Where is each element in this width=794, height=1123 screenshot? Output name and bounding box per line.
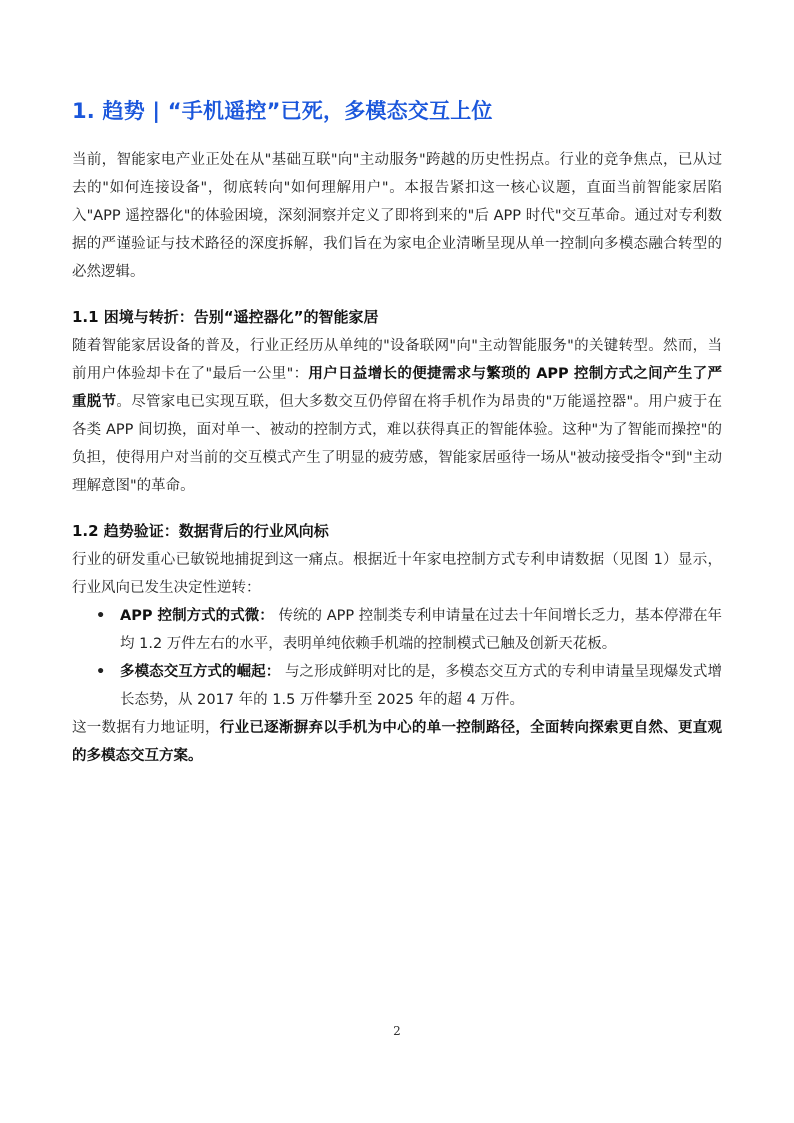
section-1-paragraph — [72, 332, 722, 500]
bullet-icon: • — [96, 664, 106, 680]
list-item-label: APP 控制方式的式微： — [120, 608, 274, 624]
section-1-text-2: 。尽管家电已实现互联，但大多数交互仍停留在将手机作为昂贵的"万能遥控器"。用户疲于在各类 APP 间切换，面对单一、被动的控制方式，难以获得真正的智能体验。这种"为了智能而操控"的负担，使得用户对当前的交互模式产生了明显的疲劳感，智能家居亟待一场从"被动接受指令"到"主动理解意图"的革命。 — [72, 394, 723, 494]
list-item — [72, 658, 722, 714]
section-2-title: 1.2 趋势验证：数据背后的行业风向标 — [72, 522, 329, 540]
page-number: 2 — [393, 1024, 401, 1038]
main-heading: 1. 趋势 | “手机遥控”已死，多模态交互上位 — [72, 99, 493, 123]
list-item-label: 多模态交互方式的崛起： — [120, 664, 281, 680]
conclusion-paragraph — [72, 714, 722, 770]
section-2-intro: 行业的研发重心已敏锐地捕捉到这一痛点。根据近十年家电控制方式专利申请数据（见图 1）显示，行业风向已发生决定性逆转： — [72, 552, 722, 596]
trend-bullet-list — [72, 602, 722, 714]
list-item — [72, 602, 722, 658]
section-1-emphasis: 用户日益增长的便捷需求与繁琐的 APP 控制方式之间产生了严重脱节 — [72, 366, 722, 410]
section-1-title: 1.1 困境与转折：告别“遥控器化”的智能家居 — [72, 308, 379, 326]
conclusion-emphasis: 行业已逐渐摒弃以手机为中心的单一控制路径，全面转向探索更自然、更直观的多模态交互方案。 — [72, 720, 723, 764]
list-item-text: 与之形成鲜明对比的是，多模态交互方式的专利申请量呈现爆发式增长态势，从 2017 年的 1.5 万件攀升至 2025 年的超 4 万件。 — [120, 664, 723, 708]
conclusion-text: 这一数据有力地证明， — [72, 720, 220, 736]
section-1-text-1: 随着智能家居设备的普及，行业正经历从单纯的"设备联网"向"主动智能服务"的关键转型。然而，当前用户体验却卡在了"最后一公里"： — [72, 338, 722, 382]
document-page — [72, 96, 722, 770]
list-item-text: 传统的 APP 控制类专利申请量在过去十年间增长乏力，基本停滞在年均 1.2 万件左右的水平，表明单纯依赖手机端的控制模式已触及创新天花板。 — [120, 608, 722, 652]
intro-paragraph: 当前，智能家电产业正处在从"基础互联"向"主动服务"跨越的历史性拐点。行业的竞争焦点，已从过去的"如何连接设备"，彻底转向"如何理解用户"。本报告紧扣这一核心议题，直面当前智能家居陷入"APP 遥控器化"的体验困境，深刻洞察并定义了即将到来的"后 APP 时代"交互革命。通过对专利数据的严谨验证与技术路径的深度拆解，我们旨在为家电企业清晰呈现从单一控制向多模态融合转型的必然逻辑。 — [72, 152, 722, 280]
bullet-icon: • — [96, 608, 106, 624]
